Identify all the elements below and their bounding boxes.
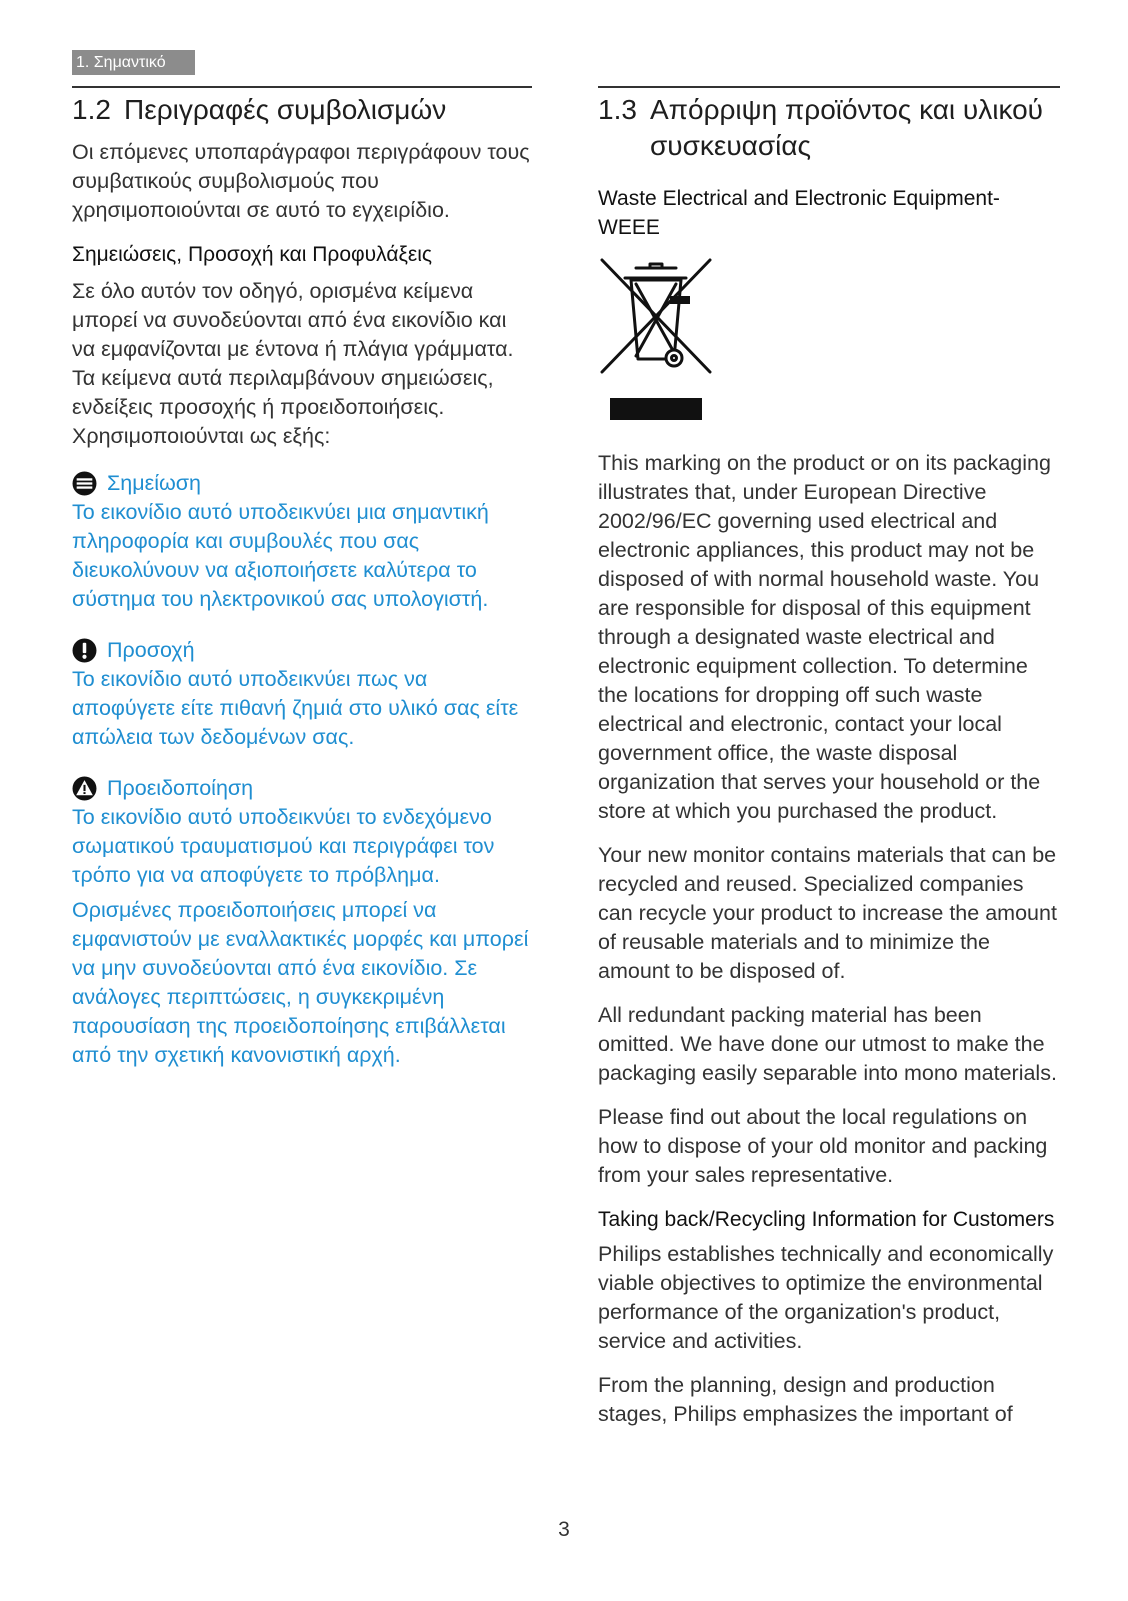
- planning-paragraph: From the planning, design and production stages, Philips emphasizes the important of: [598, 1373, 1013, 1426]
- note-text: Το εικονίδιο αυτό υποδεικνύει μια σημαντική πληροφορία και συμβουλές που σας διευκολύνουν να αξιοποιήσετε καλύτερα το σύστημα του ηλεκτρονικού σας υπολογιστή.: [72, 500, 489, 611]
- left-column: [72, 86, 532, 1070]
- section-number: 1.2: [72, 94, 111, 125]
- note-icon: [72, 471, 97, 496]
- weee-heading: Waste Electrical and Electronic Equipment-WEEE: [598, 187, 1000, 239]
- caution-text: Το εικονίδιο αυτό υποδεικνύει πως να αποφύγετε είτε πιθανή ζημιά στο υλικό σας είτε απώλεια των δεδομένων σας.: [72, 667, 519, 749]
- caution-heading: [72, 636, 532, 665]
- warning-icon: [72, 776, 97, 801]
- packing-paragraph: All redundant packing material has been omitted. We have done our utmost to make the packaging easily separable into mono materials.: [598, 1003, 1057, 1085]
- section-heading: [598, 92, 1060, 164]
- section-heading: [72, 92, 532, 128]
- warning-text: Το εικονίδιο αυτό υποδεικνύει το ενδεχόμενο σωματικού τραυματισμού και περιγράφει τον τρόπο για να αποφύγετε το πρόβλημα.: [72, 805, 495, 887]
- local-regulations-paragraph: Please find out about the local regulations on how to dispose of your old monitor and packing from your sales representative.: [598, 1105, 1048, 1187]
- warning-title: Προειδοποίηση: [107, 776, 254, 800]
- conventions-paragraph: Σε όλο αυτόν τον οδηγό, ορισμένα κείμενα μπορεί να συνοδεύονται από ένα εικονίδιο και να εμφανίζονται με έντονα ή πλάγια γράμματα. Τα κείμενα αυτά περιλαμβάνουν σημειώσεις, ενδείξεις προσοχής ή προειδοποιήσεις. Χρησιμοποιούνται ως εξής:: [72, 279, 514, 448]
- takeback-paragraph: Philips establishes technically and economically viable objectives to optimize the environmental performance of the organization's product, service and activities.: [598, 1242, 1054, 1353]
- section-title: Απόρριψη προϊόντος και υλικού συσκευασίας: [650, 94, 1043, 161]
- section-divider: [72, 86, 532, 88]
- caution-icon: [72, 638, 97, 663]
- subsection-heading: Σημειώσεις, Προσοχή και Προφυλάξεις: [72, 243, 433, 266]
- warning-heading: [72, 774, 532, 803]
- weee-symbol: [598, 256, 714, 431]
- section-divider: [598, 86, 1060, 88]
- section-tab: 1. Σημαντικό: [72, 50, 195, 75]
- crossed-bin-icon: [598, 256, 714, 431]
- recycle-paragraph: Your new monitor contains materials that can be recycled and reused. Specialized companies can recycle your product to increase the amount of reusable materials and to minimize the amount to be disposed of.: [598, 843, 1057, 983]
- warning-extra-text: Ορισμένες προειδοποιήσεις μπορεί να εμφανιστούν με εναλλακτικές μορφές και μπορεί να μην συνοδεύονται από ένα εικονίδιο. Σε ανάλογες περιπτώσεις, η συγκεκριμένη παρουσίαση της προειδοποίησης επιβάλλεται από την σχετική κανονιστική αρχή.: [72, 898, 529, 1067]
- takeback-heading: Taking back/Recycling Information for Customers: [598, 1208, 1055, 1231]
- note-title: Σημείωση: [107, 471, 202, 495]
- intro-paragraph: Οι επόμενες υποπαράγραφοι περιγράφουν τους συμβατικούς συμβολισμούς που χρησιμοποιούνται σε αυτό το εγχειρίδιο.: [72, 140, 530, 222]
- note-heading: [72, 469, 532, 498]
- section-title: Περιγραφές συμβολισμών: [124, 94, 447, 125]
- caution-title: Προσοχή: [107, 638, 195, 662]
- weee-paragraph: This marking on the product or on its packaging illustrates that, under European Directive 2002/96/EC governing used electrical and electronic appliances, this product may not be disposed of with normal household waste. You are responsible for disposal of this equipment through a designated waste electrical and electronic equipment collection. To determine the locations for dropping off such waste electrical and electronic, contact your local government office, the waste disposal organization that serves your household or the store at which you purchased the product.: [598, 451, 1051, 823]
- right-column: [598, 86, 1060, 1429]
- page-number: 3: [558, 1518, 570, 1541]
- section-number: 1.3: [598, 94, 637, 125]
